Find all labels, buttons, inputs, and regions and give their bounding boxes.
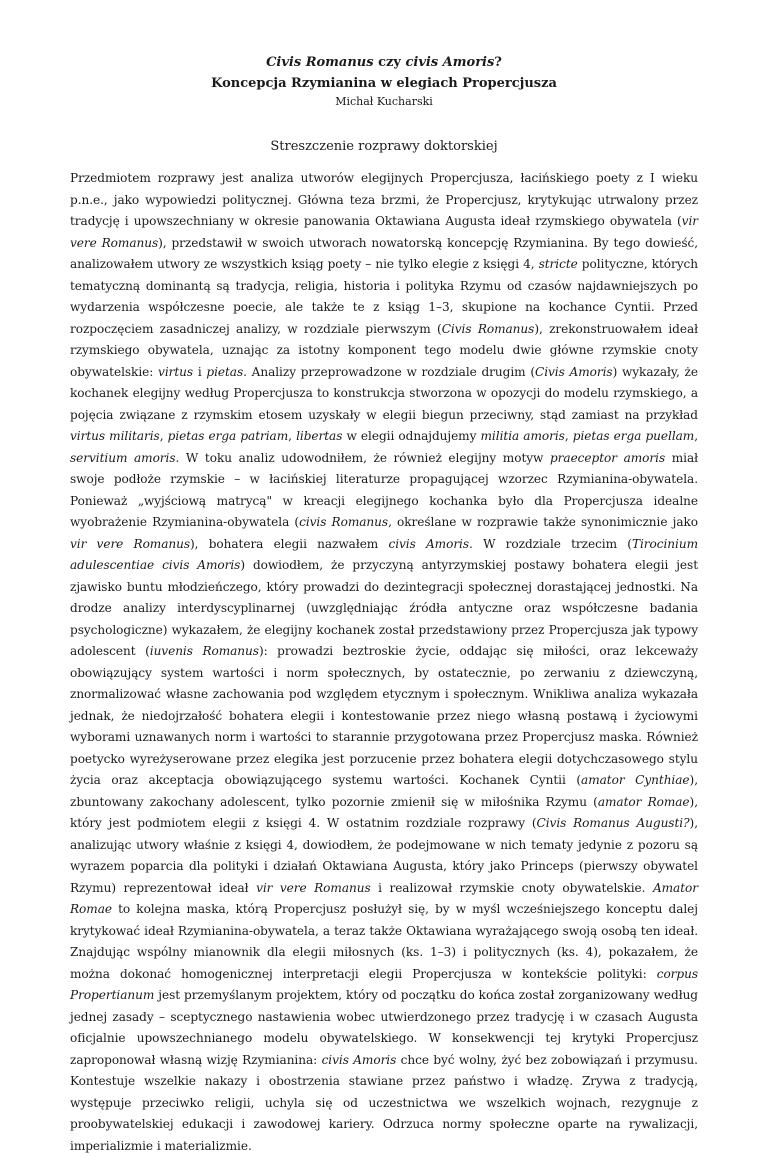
text-segment: w elegii odnajdujemy bbox=[342, 429, 481, 443]
text-segment: i bbox=[193, 364, 207, 379]
text-segment: ): prowadzi beztroskie życie, oddając się miłości, oraz lekceważy obowiązujący system wartości i norm społecznych, by ostatecznie, po zerwaniu z dziewczyną, znormalizować własne zachowania pod względem etycznym i społecznym. Wnikliwa analiza wykazała jednak, że niedojrzałość bohatera elegii i kontestowanie przez niego własną postawą i życiowymi wyborami uznawanych norm i wartości to starannie przygotowana przez Propercjusz maska. Również poetycko wyreżyserowane przez elegika jest porzucenie przez bohatera elegii dotychczasowego stylu życia oraz akceptacja obowiązującego systemu wartości. Kochanek Cyntii ( bbox=[70, 644, 698, 787]
latin-term: civis Amoris bbox=[388, 536, 470, 551]
text-segment: . W toku analiz udowodniłem, że również elegijny motyw bbox=[175, 450, 550, 465]
latin-term: Tirocinium adulescentiae civis Amoris bbox=[70, 536, 698, 572]
text-segment: ) wykazały, że kochanek elegijny według Propercjusza to konstrukcja stworzona w opozycji do modelu rzymskiego, a pojęcia związane z rzymskim etosem uzyskały w elegii biegun przeciwny, stąd zamiast na przykład bbox=[70, 364, 698, 422]
text-segment: , bbox=[288, 429, 297, 443]
latin-term: vir vere Romanus bbox=[70, 214, 698, 250]
text-segment: ), zbuntowany zakochany adolescent, tylko pozornie zmienił się w miłośnika Rzymu ( bbox=[70, 773, 698, 809]
document-subtitle: Streszczenie rozprawy doktorskiej bbox=[270, 139, 498, 154]
title-line-1 bbox=[70, 52, 698, 73]
latin-term: Civis Romanus Augusti? bbox=[536, 816, 690, 830]
latin-term: Amator Romae bbox=[70, 880, 698, 916]
text-segment: ), który jest podmiotem elegii z księgi 4. W ostatnim rozdziale rozprawy ( bbox=[70, 794, 699, 830]
title-term-civis-amoris: civis Amoris bbox=[405, 55, 495, 70]
text-segment: . Analizy przeprowadzone w rozdziale drugim ( bbox=[243, 364, 535, 379]
latin-term: virtus bbox=[158, 364, 194, 379]
title-connector: czy bbox=[373, 55, 406, 70]
text-segment: ) dowiodłem, że przyczyną antyrzymskiej postawy bohatera elegii jest zjawisko buntu młodzieńczego, który prowadzi do dezintegracji społecznej dorastającej jednostki. Na drodze analizy interdyscyplinarnej (uwzględniając źródła antyczne oraz współczesne badania psychologiczne) wykazałem, że elegijny kochanek został przedstawiony przez Propercjusza jak typowy adolescent ( bbox=[70, 558, 699, 658]
text-segment: i realizował rzymskie cnoty obywatelskie. bbox=[370, 880, 653, 895]
latin-term: praeceptor amoris bbox=[549, 450, 666, 465]
text-segment: ), przedstawił w swoich utworach nowatorską koncepcję Rzymianina. By tego dowieść, analizowałem utwory ze wszystkich ksiąg poety – nie tylko elegie z księgi 4, bbox=[70, 235, 698, 271]
text-segment: , określane w rozprawie także synonimicznie jako bbox=[388, 515, 698, 529]
text-segment: , bbox=[159, 429, 168, 443]
text-segment: polityczne, których tematyczną dominantą są tradycja, religia, historia i polityka Rzymu od czasów najdawniejszych po wydarzenia współczesne poecie, ale także te z ksiąg 1–3, skupione na kochance Cyntii. Przed rozpoczęciem zasadniczej analizy, w rozdziale pierwszym ( bbox=[70, 257, 698, 336]
latin-term: vir vere Romanus bbox=[256, 880, 371, 895]
title-question-mark: ? bbox=[494, 55, 502, 70]
latin-term: Civis Amoris bbox=[535, 364, 613, 379]
text-segment: to kolejna maska, którą Propercjusz posłużył się, by w myśl wcześniejszego konceptu dalej krytykować ideał Rzymianina-obywatela, a teraz także Oktawiana wyrażającego swoją osobą ten ideał. Znajdując wspólny mianownik dla elegii miłosnych (ks. 1–3) i politycznych (ks. 4), pokazałem, że można dokonać homogenicznej interpretacji elegii Propercjusza w kontekście polityki: bbox=[70, 902, 698, 981]
latin-term: civis Amoris bbox=[321, 1052, 397, 1067]
text-segment: Przedmiotem rozprawy jest analiza utworów elegijnych Propercjusza, łacińskiego poety z I wieku p.n.e., jako wypowiedzi politycznej. Główna teza brzmi, że Propercjusz, krytykując utrwalony przez tradycję i upowszechniany w okresie panowania Oktawiana Augusta ideał rzymskiego obywatela ( bbox=[70, 171, 698, 228]
text-segment: ), analizując utwory właśnie z księgi 4, dowiodłem, że podejmowane w nich tematy jedynie z pozoru są wyrazem poparcia dla polityki i działań Oktawiana Augusta, który jako Princeps (pierwszy obywatel Rzymu) reprezentował ideał bbox=[70, 816, 698, 895]
latin-term: libertas bbox=[296, 429, 343, 443]
latin-term: stricte bbox=[538, 257, 578, 271]
title-line-2: Koncepcja Rzymianina w elegiach Propercjusza bbox=[211, 76, 557, 91]
title-term-civis-romanus: Civis Romanus bbox=[266, 55, 374, 70]
latin-term: pietas bbox=[206, 364, 244, 379]
text-segment: jest przemyślanym projektem, który od początku do końca został zorganizowany według jednej zasady – sceptycznego nastawienia wobec utwierdzonego przez tradycję i w czasach Augusta oficjalnie upowszechnianego modelu obywatelskiego. W konsekwencji tej krytyki Propercjusz zaproponował własną wizję Rzymianina: bbox=[70, 988, 698, 1067]
document-page bbox=[70, 52, 698, 1157]
text-segment: . W rozdziale trzecim ( bbox=[469, 536, 632, 551]
latin-term: pietas erga patriam bbox=[167, 429, 289, 443]
text-segment: ), zrekonstruowałem ideał rzymskiego obywatela, uznając za istotny komponent tego modelu dwie główne rzymskie cnoty obywatelskie: bbox=[70, 321, 698, 379]
latin-term: vir vere Romanus bbox=[70, 536, 191, 551]
latin-term: virtus militaris bbox=[70, 429, 160, 443]
latin-term: iuvenis Romanus bbox=[149, 644, 259, 658]
abstract-paragraph bbox=[70, 168, 698, 1157]
latin-term: Civis Romanus bbox=[441, 321, 535, 336]
text-segment: miał swoje podłoże rzymskie – w łacińskiej literaturze propagującej wzorzec Rzymianina-obywatela. Ponieważ „wyjściową matrycą" w kreacji elegijnego kochanka było dla Propercjusza idealne wyobrażenie Rzymianina-obywatela ( bbox=[70, 450, 698, 529]
latin-term: civis Romanus bbox=[299, 515, 389, 529]
text-segment: chce być wolny, żyć bez zobowiązań i przymusu. Kontestuje wszelkie nakazy i obostrzenia stawiane przez państwo i władzę. Zrywa z tradycją, występuje przeciwko religii, uchyla się od uczestnictwa we wszelkich wojnach, rezygnuje z proobywatelskiej edukacji i zawodowej kariery. Odrzuca normy społeczne oparte na rywalizacji, imperializmie i materializmie. bbox=[70, 1052, 698, 1153]
author-name: Michał Kucharski bbox=[335, 95, 433, 108]
text-segment: ), bohatera elegii nazwałem bbox=[190, 536, 389, 551]
latin-term: pietas erga puellam bbox=[572, 429, 695, 443]
latin-term: amator Cynthiae bbox=[581, 773, 690, 787]
text-segment: , bbox=[564, 429, 573, 443]
latin-term: servitium amoris bbox=[70, 450, 176, 465]
latin-term: corpus Propertianum bbox=[70, 966, 698, 1002]
latin-term: militia amoris bbox=[480, 429, 565, 443]
text-segment: , bbox=[694, 429, 699, 443]
latin-term: amator Romae bbox=[597, 794, 690, 809]
